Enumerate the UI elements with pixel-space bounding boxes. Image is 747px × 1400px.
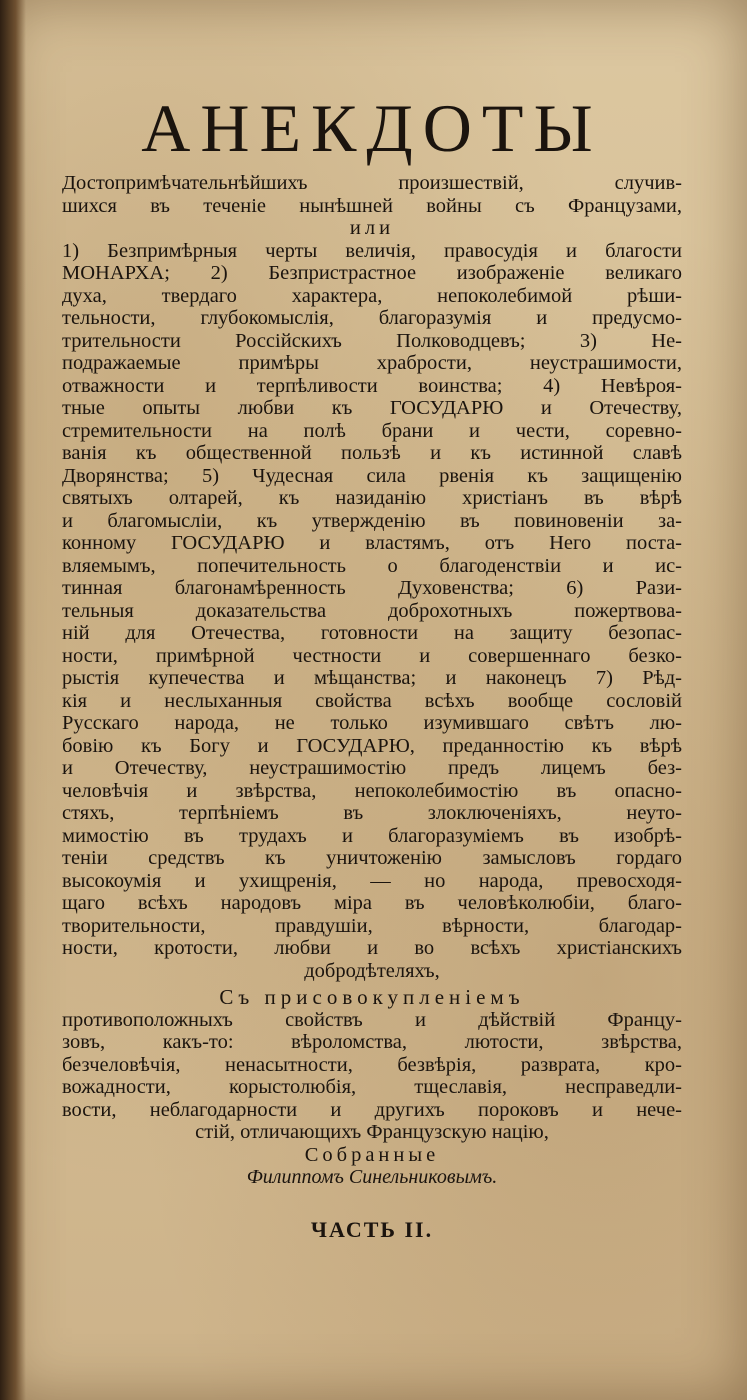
body-line: тельности, глубокомыслія, благоразумія и предусмо-: [62, 307, 682, 329]
body-line: и благомысліи, къ утвержденію въ повиновеніи за-: [62, 509, 682, 532]
body-line: МОНАРХА; 2) Безпристрастное изображеніе великаго: [62, 262, 682, 284]
body-line: кія и неслыханныя свойства всѣхъ вообще сословій: [62, 689, 682, 712]
body-last-line: добродѣтеляхъ,: [304, 959, 440, 982]
page-title: АНЕКДОТЫ: [141, 90, 603, 166]
body-line: ванія къ общественной пользѣ и къ истинной славѣ: [62, 442, 682, 464]
body-line: рыстія купечества и мѣщанства; и наконецъ 7) Рѣд-: [62, 667, 682, 689]
body-line: высокоумія и ухищренія, — но народа, превосходя-: [62, 869, 682, 892]
or-word: или: [349, 217, 395, 239]
body-line: духа, твердаго характера, непоколебимой рѣши-: [62, 284, 682, 307]
body-line: тные опыты любви къ ГОСУДАРЮ и Отечеству,: [62, 397, 682, 419]
body-line: тельныя доказательства доброхотныхъ пожертвова-: [62, 599, 682, 622]
body-line: Русскаго народа, не только изумившаго свѣтъ лю-: [62, 712, 682, 734]
supplement-line: зовъ, какъ-то: вѣроломства, лютости, звѣрства,: [62, 1031, 682, 1053]
subtitle-line: шихся въ теченіе нынѣшней войны съ Французами,: [62, 194, 682, 217]
body-line: конному ГОСУДАРЮ и властямъ, отъ Него поста-: [62, 532, 682, 554]
collected-label: Собранные: [304, 1143, 440, 1166]
body-line: вляемымъ, попечительность о благоденствіи и ис-: [62, 554, 682, 577]
supplement-paragraph: [62, 1009, 682, 1122]
body-line: трительности Россійскихъ Полководцевъ; 3) Не-: [62, 329, 682, 352]
body-line: ности, кротости, любви и во всѣхъ христіанскихъ: [62, 937, 682, 959]
body-line: подражаемые примѣры храбрости, неустрашимости,: [62, 352, 682, 374]
body-line: мимостію въ трудахъ и благоразуміемъ въ изобрѣ-: [62, 824, 682, 847]
body-line: теніи средствъ къ уничтоженію замысловъ гордаго: [62, 847, 682, 869]
supplement-line: противоположныхъ свойствъ и дѣйствій Францу-: [62, 1008, 682, 1031]
body-line: Дворянства; 5) Чудесная сила рвенія къ защищенію: [62, 464, 682, 487]
body-line: бовію къ Богу и ГОСУДАРЮ, преданностію къ вѣрѣ: [62, 734, 682, 757]
supplement-line: безчеловѣчія, ненасытности, безвѣрія, разврата, кро-: [62, 1053, 682, 1076]
part-number: ЧАСТЬ II.: [310, 1216, 434, 1242]
author-name: Филиппомъ Синельниковымъ.: [246, 1166, 498, 1188]
body-line: ности, примѣрной честности и совершеннаго безко-: [62, 644, 682, 667]
body-line: отважности и терпѣливости воинства; 4) Невѣроя-: [62, 374, 682, 397]
body-line: щаго всѣхъ народовъ міра въ человѣколюбіи, благо-: [62, 892, 682, 914]
body-line: стяхъ, терпѣніемъ въ злоключеніяхъ, неуто-: [62, 802, 682, 824]
body-line: 1) Безпримѣрныя черты величія, правосудія и благости: [62, 239, 682, 262]
subtitle-line: Достопримѣчательнѣйшихъ произшествій, случив-: [62, 172, 682, 194]
supplement-line: вожадности, корыстолюбія, тщеславія, несправедли-: [62, 1076, 682, 1098]
body-line: творительности, правдушіи, вѣрности, благодар-: [62, 914, 682, 937]
body-paragraph: [62, 240, 682, 960]
body-line: тинная благонамѣренность Духовенства; 6) Рази-: [62, 577, 682, 599]
title-page-text: [62, 90, 682, 1241]
supplement-heading: Съ присовокупленіемъ: [219, 985, 525, 1009]
body-line: ній для Отечества, готовности на защиту безопас-: [62, 622, 682, 644]
supplement-last-line: стій, отличающихъ Французскую націю,: [195, 1121, 549, 1143]
binding-shadow: [0, 0, 26, 1400]
body-line: человѣчія и звѣрства, непоколебимостію въ опасно-: [62, 779, 682, 802]
supplement-line: вости, неблагодарности и другихъ пороковъ и нече-: [62, 1098, 682, 1121]
body-line: стремительности на полѣ брани и чести, соревно-: [62, 419, 682, 442]
body-line: святыхъ олтарей, къ назиданію христіанъ въ вѣрѣ: [62, 487, 682, 509]
body-line: и Отечеству, неустрашимостію предъ лицемъ без-: [62, 757, 682, 779]
